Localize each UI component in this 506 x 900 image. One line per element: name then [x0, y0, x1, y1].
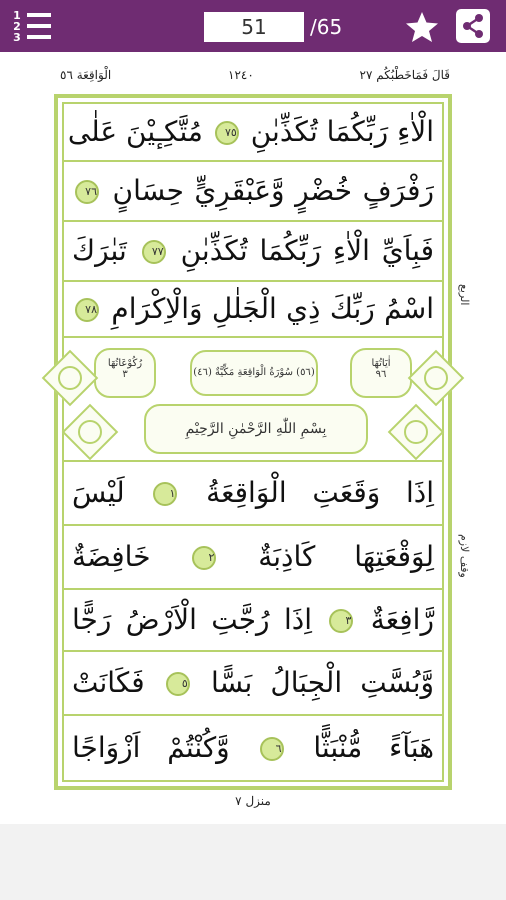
- text-line-3: [64, 222, 442, 282]
- share-button[interactable]: [456, 9, 490, 43]
- page-frame: [54, 94, 452, 790]
- ayat-count: ٩٦: [375, 369, 387, 380]
- bismillah-text: بِسْمِ اللّٰهِ الرَّحْمٰنِ الرَّحِيْمِ: [185, 421, 327, 437]
- ayah-marker[interactable]: ٢: [192, 546, 216, 570]
- page-number-header: ١٢٤٠: [228, 68, 254, 82]
- page-total-label: /65: [310, 15, 343, 39]
- ayat-label: اٰيَاتُهَا: [371, 358, 391, 369]
- surah-header: الْوَاقِعَة ٥٦: [60, 68, 112, 82]
- menu-number-1: 1: [13, 9, 21, 22]
- verse-text: وَّبُسَّتِ الْجِبَالُ بَسًّا: [210, 666, 435, 699]
- bismillah-cartouche: [144, 404, 368, 454]
- verse-text: خَافِضَةٌ: [72, 540, 151, 573]
- margin-note-upper: الربع: [458, 284, 471, 306]
- ayat-count-cartouche: [350, 348, 412, 398]
- ornament-left: [42, 350, 99, 407]
- ayah-marker[interactable]: ٥: [166, 672, 190, 696]
- ornament-middle-left: [62, 404, 119, 461]
- manzil-footer: منزل ٧: [235, 794, 271, 808]
- mushaf-page: [0, 52, 506, 824]
- juz-header: قَالَ فَمَاخَطْبُكُم ٢٧: [359, 68, 450, 82]
- verse-text: وَّكُنْتُمْ اَزْوَاجًا: [72, 731, 230, 764]
- share-icon: [456, 9, 490, 43]
- ruku-label: رُكُوْعَاتُهَا: [107, 358, 143, 369]
- bottom-background: [0, 824, 506, 900]
- verse-text: تَبٰرَكَ: [72, 234, 127, 267]
- ayah-marker[interactable]: ١: [153, 482, 177, 506]
- ayah-marker[interactable]: ٧٨: [75, 298, 99, 322]
- verse-text: لِوَقْعَتِهَا كَاذِبَةٌ: [258, 540, 435, 573]
- verse-text: هَبَآءً مُّنْبَثًّا: [313, 731, 434, 764]
- verse-text: فَكَانَتْ: [72, 666, 145, 699]
- menu-bar-3: [27, 35, 51, 39]
- verse-text: مُتَّكِـٕيْنَ عَلٰى: [67, 115, 203, 148]
- ayah-marker[interactable]: ٧٧: [142, 240, 166, 264]
- text-line-9: [64, 716, 442, 782]
- ruku-count-cartouche: [94, 348, 156, 398]
- ayah-marker[interactable]: ٧٥: [215, 121, 239, 145]
- menu-bar-1: [27, 13, 51, 17]
- text-line-4: [64, 282, 442, 338]
- ornament-center: [419, 361, 453, 395]
- verse-text: فَبِاَيِّ الْاٰءِ رَبِّكُمَا تُكَذِّبٰنِ: [180, 234, 435, 267]
- ornament-center: [53, 361, 87, 395]
- text-line-8: [64, 652, 442, 716]
- ornament-right: [408, 350, 465, 407]
- verse-text: رَفْرَفٍ خُضْرٍ وَّعَبْقَرِيٍّ حِسَانٍ: [112, 174, 434, 207]
- menu-bar-2: [27, 24, 51, 28]
- star-icon: [404, 10, 440, 44]
- ornament-center: [73, 415, 107, 449]
- verse-text: رَّافِعَةٌ: [370, 603, 434, 636]
- ornament-middle-right: [388, 404, 445, 461]
- verse-text: اِذَا وَقَعَتِ الْوَاقِعَةُ: [206, 476, 434, 509]
- text-line-5: [64, 462, 442, 526]
- page-number-input[interactable]: 51: [204, 12, 304, 42]
- menu-number-3: 3: [13, 31, 21, 44]
- text-line-7: [64, 590, 442, 652]
- index-menu-button[interactable]: [10, 8, 54, 46]
- margin-note-lower: وقف لازم: [458, 534, 471, 578]
- surah-title-cartouche: [190, 350, 318, 396]
- text-line-1: [64, 104, 442, 162]
- ayah-marker[interactable]: ٦: [260, 737, 284, 761]
- verse-text: الْاٰءِ رَبِّكُمَا تُكَذِّبٰنِ: [250, 115, 434, 148]
- ornament-center: [399, 415, 433, 449]
- verse-text: اسْمُ رَبِّكَ ذِي الْجَلٰلِ وَالْاِكْرَامِ: [111, 292, 435, 325]
- surah-banner: [64, 338, 442, 462]
- text-line-6: [64, 526, 442, 590]
- text-line-2: [64, 162, 442, 222]
- ayah-marker[interactable]: ٧٦: [75, 180, 99, 204]
- ruku-count: ٣: [122, 369, 128, 380]
- surah-title: (٥٦) سُوْرَةُ الْوَاقِعَةِ مَكِّيَّةٌ (٤٦): [193, 367, 315, 378]
- verse-text: لَيْسَ: [72, 476, 125, 509]
- bookmark-star-button[interactable]: [404, 10, 440, 44]
- app-toolbar: [0, 0, 506, 52]
- text-area: [62, 102, 444, 782]
- verse-text: اِذَا رُجَّتِ الْاَرْضُ رَجًّا: [72, 603, 312, 636]
- menu-number-2: 2: [13, 20, 21, 33]
- ayah-marker[interactable]: ٣: [329, 609, 353, 633]
